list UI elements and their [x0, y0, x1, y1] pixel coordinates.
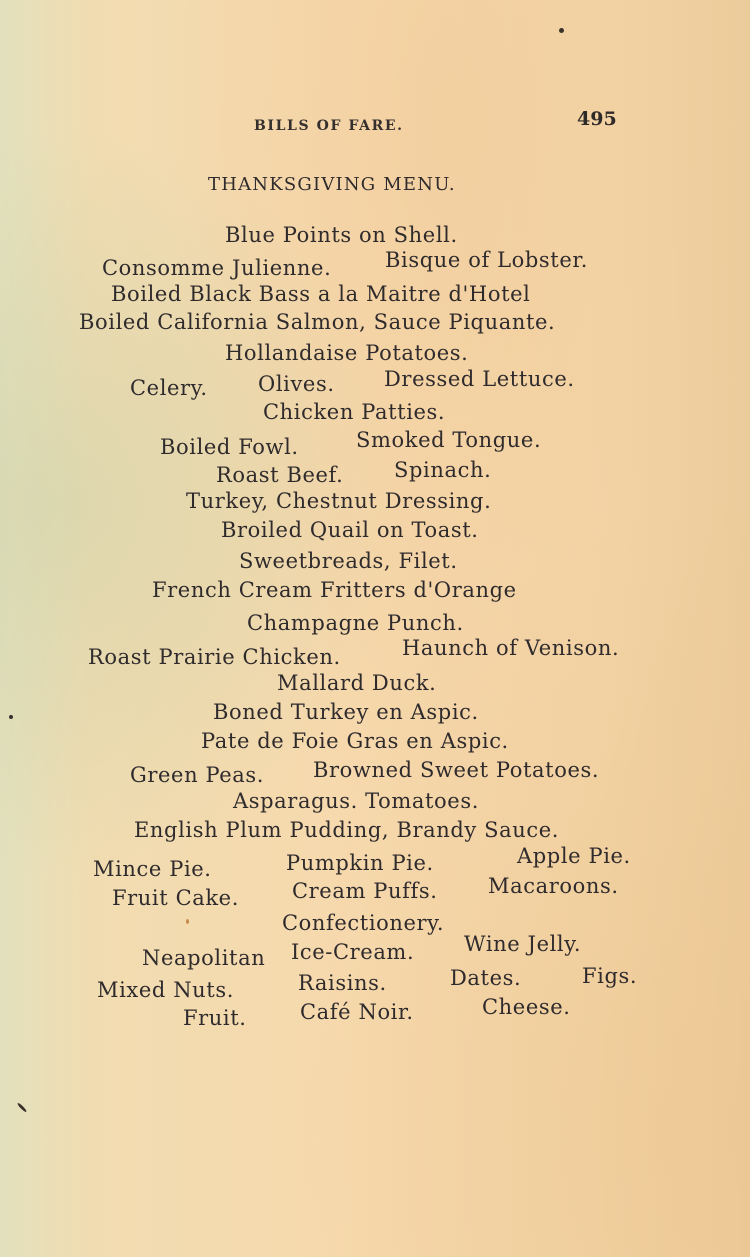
menu-item: Boiled California Salmon, Sauce Piquante. — [79, 310, 556, 334]
paper-speck — [186, 919, 189, 924]
menu-item: Pumpkin Pie. — [286, 851, 434, 875]
menu-item: Raisins. — [298, 971, 387, 995]
menu-item: Broiled Quail on Toast. — [221, 518, 479, 542]
menu-item: Roast Prairie Chicken. — [88, 645, 341, 669]
menu-item: Browned Sweet Potatoes. — [313, 758, 600, 782]
menu-item: Cheese. — [482, 995, 571, 1019]
menu-item: Figs. — [582, 964, 638, 988]
menu-item: Café Noir. — [300, 1000, 414, 1024]
running-head: BILLS OF FARE. — [254, 118, 404, 134]
menu-title: THANKSGIVING MENU. — [208, 174, 456, 195]
paper-speck — [9, 715, 13, 719]
menu-item: Turkey, Chestnut Dressing. — [186, 489, 492, 513]
menu-item: Dates. — [450, 966, 522, 990]
menu-item: Mallard Duck. — [277, 671, 437, 695]
menu-item: Champagne Punch. — [247, 611, 464, 635]
menu-item: Apple Pie. — [517, 844, 631, 868]
menu-item: Dressed Lettuce. — [384, 367, 575, 391]
menu-item: Haunch of Venison. — [402, 636, 620, 660]
menu-item: Hollandaise Potatoes. — [225, 341, 469, 365]
menu-item: Mince Pie. — [93, 857, 212, 881]
menu-item: Sweetbreads, Filet. — [239, 549, 458, 573]
menu-item: Asparagus. Tomatoes. — [233, 789, 479, 813]
menu-item: Macaroons. — [488, 874, 619, 898]
menu-item: Boned Turkey en Aspic. — [213, 700, 479, 724]
paper-speck — [17, 1102, 28, 1113]
menu-item: Ice-Cream. — [291, 940, 415, 964]
menu-item: Cream Puffs. — [292, 879, 438, 903]
menu-item: Blue Points on Shell. — [225, 223, 458, 247]
menu-item: Celery. — [130, 376, 208, 400]
menu-item: Neapolitan — [142, 946, 266, 970]
menu-item: Wine Jelly. — [464, 932, 582, 956]
menu-item: English Plum Pudding, Brandy Sauce. — [134, 818, 560, 842]
paper-speck — [559, 28, 564, 33]
menu-item: Green Peas. — [130, 763, 265, 787]
menu-item: Boiled Black Bass a la Maitre d'Hotel — [111, 282, 531, 306]
menu-item: Pate de Foie Gras en Aspic. — [201, 729, 509, 753]
menu-item: Confectionery. — [282, 911, 445, 935]
menu-item: Bisque of Lobster. — [385, 248, 588, 272]
menu-item: French Cream Fritters d'Orange — [152, 578, 517, 602]
menu-item: Mixed Nuts. — [97, 978, 234, 1002]
menu-item: Smoked Tongue. — [356, 428, 542, 452]
menu-item: Roast Beef. — [216, 463, 344, 487]
menu-item: Boiled Fowl. — [160, 435, 299, 459]
menu-item: Spinach. — [394, 458, 492, 482]
menu-item: Chicken Patties. — [263, 400, 446, 424]
page-number: 495 — [577, 108, 617, 130]
menu-item: Fruit Cake. — [112, 886, 239, 910]
menu-item: Fruit. — [183, 1006, 247, 1030]
menu-item: Olives. — [258, 372, 335, 396]
menu-item: Consomme Julienne. — [102, 256, 332, 280]
